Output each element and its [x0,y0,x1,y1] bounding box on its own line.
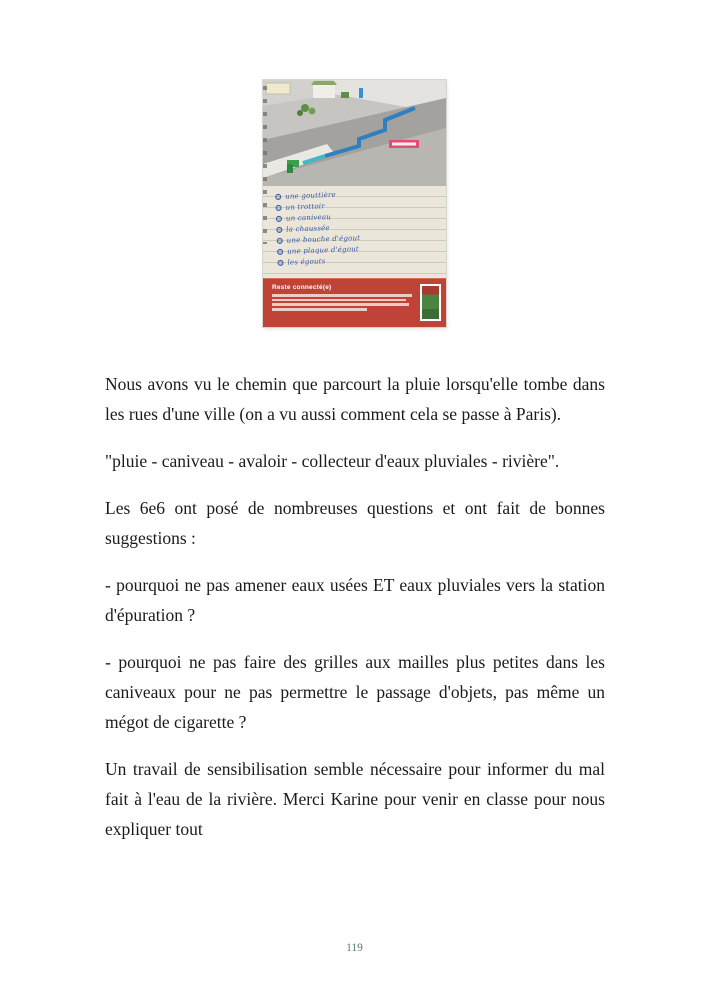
bullet-dot [276,226,282,232]
workbook-photo [263,80,446,327]
banner-thumbnail [420,284,441,321]
handwritten-list [263,186,446,278]
bullet-dot [275,204,281,210]
connect-banner [263,278,446,327]
page-footer [0,938,709,956]
handwritten-text: un trottoir [285,201,325,212]
banner-text-lines [272,294,412,311]
banner-title: Reste connecté(e) [272,284,332,291]
handwritten-text: une plaque d'égout [286,244,360,256]
paragraph-2: "pluie - caniveau - avaloir - collecteur d'eaux pluviales - rivière". [105,451,560,471]
bullet-dot [275,193,281,199]
bullet-dot [276,215,282,221]
banner-thumbnail-image [422,286,439,319]
page-number: 119 [346,942,363,954]
handwritten-text: une gouttière [285,190,336,201]
notebook-spiral [263,86,267,244]
paragraph-4: - pourquoi ne pas amener eaux usées ET eaux pluviales vers la station d'épuration ? [105,575,605,625]
paragraph-3: Les 6e6 ont posé de nombreuses questions et ont fait de bonnes suggestions : [105,498,605,548]
handwritten-text: les égouts [287,256,326,267]
paragraph-6: Un travail de sensibilisation semble nécessaire pour informer du mal fait à l'eau de la rivière. Merci Karine pour venir en classe pour nous expliquer tout [105,759,605,839]
bullet-dot [277,237,283,243]
paragraph-1: Nous avons vu le chemin que parcourt la pluie lorsqu'elle tombe dans les rues d'une ville (on a vu aussi comment cela se passe à Paris). [105,374,605,424]
handwritten-text: un caniveau [285,212,332,223]
diagram-illustration [263,80,446,186]
handwritten-text: une bouche d'égout [286,233,361,245]
paragraph-5: - pourquoi ne pas faire des grilles aux mailles plus petites dans les caniveaux pour ne pas permettre le passage d'objets, pas même un mégot de cigarette ? [105,652,605,732]
bullet-dot [277,259,283,265]
body-text [105,369,605,861]
handwritten-text: la chaussée [286,223,330,234]
bullet-dot [277,248,283,254]
street-diagram-graphic [263,80,446,186]
